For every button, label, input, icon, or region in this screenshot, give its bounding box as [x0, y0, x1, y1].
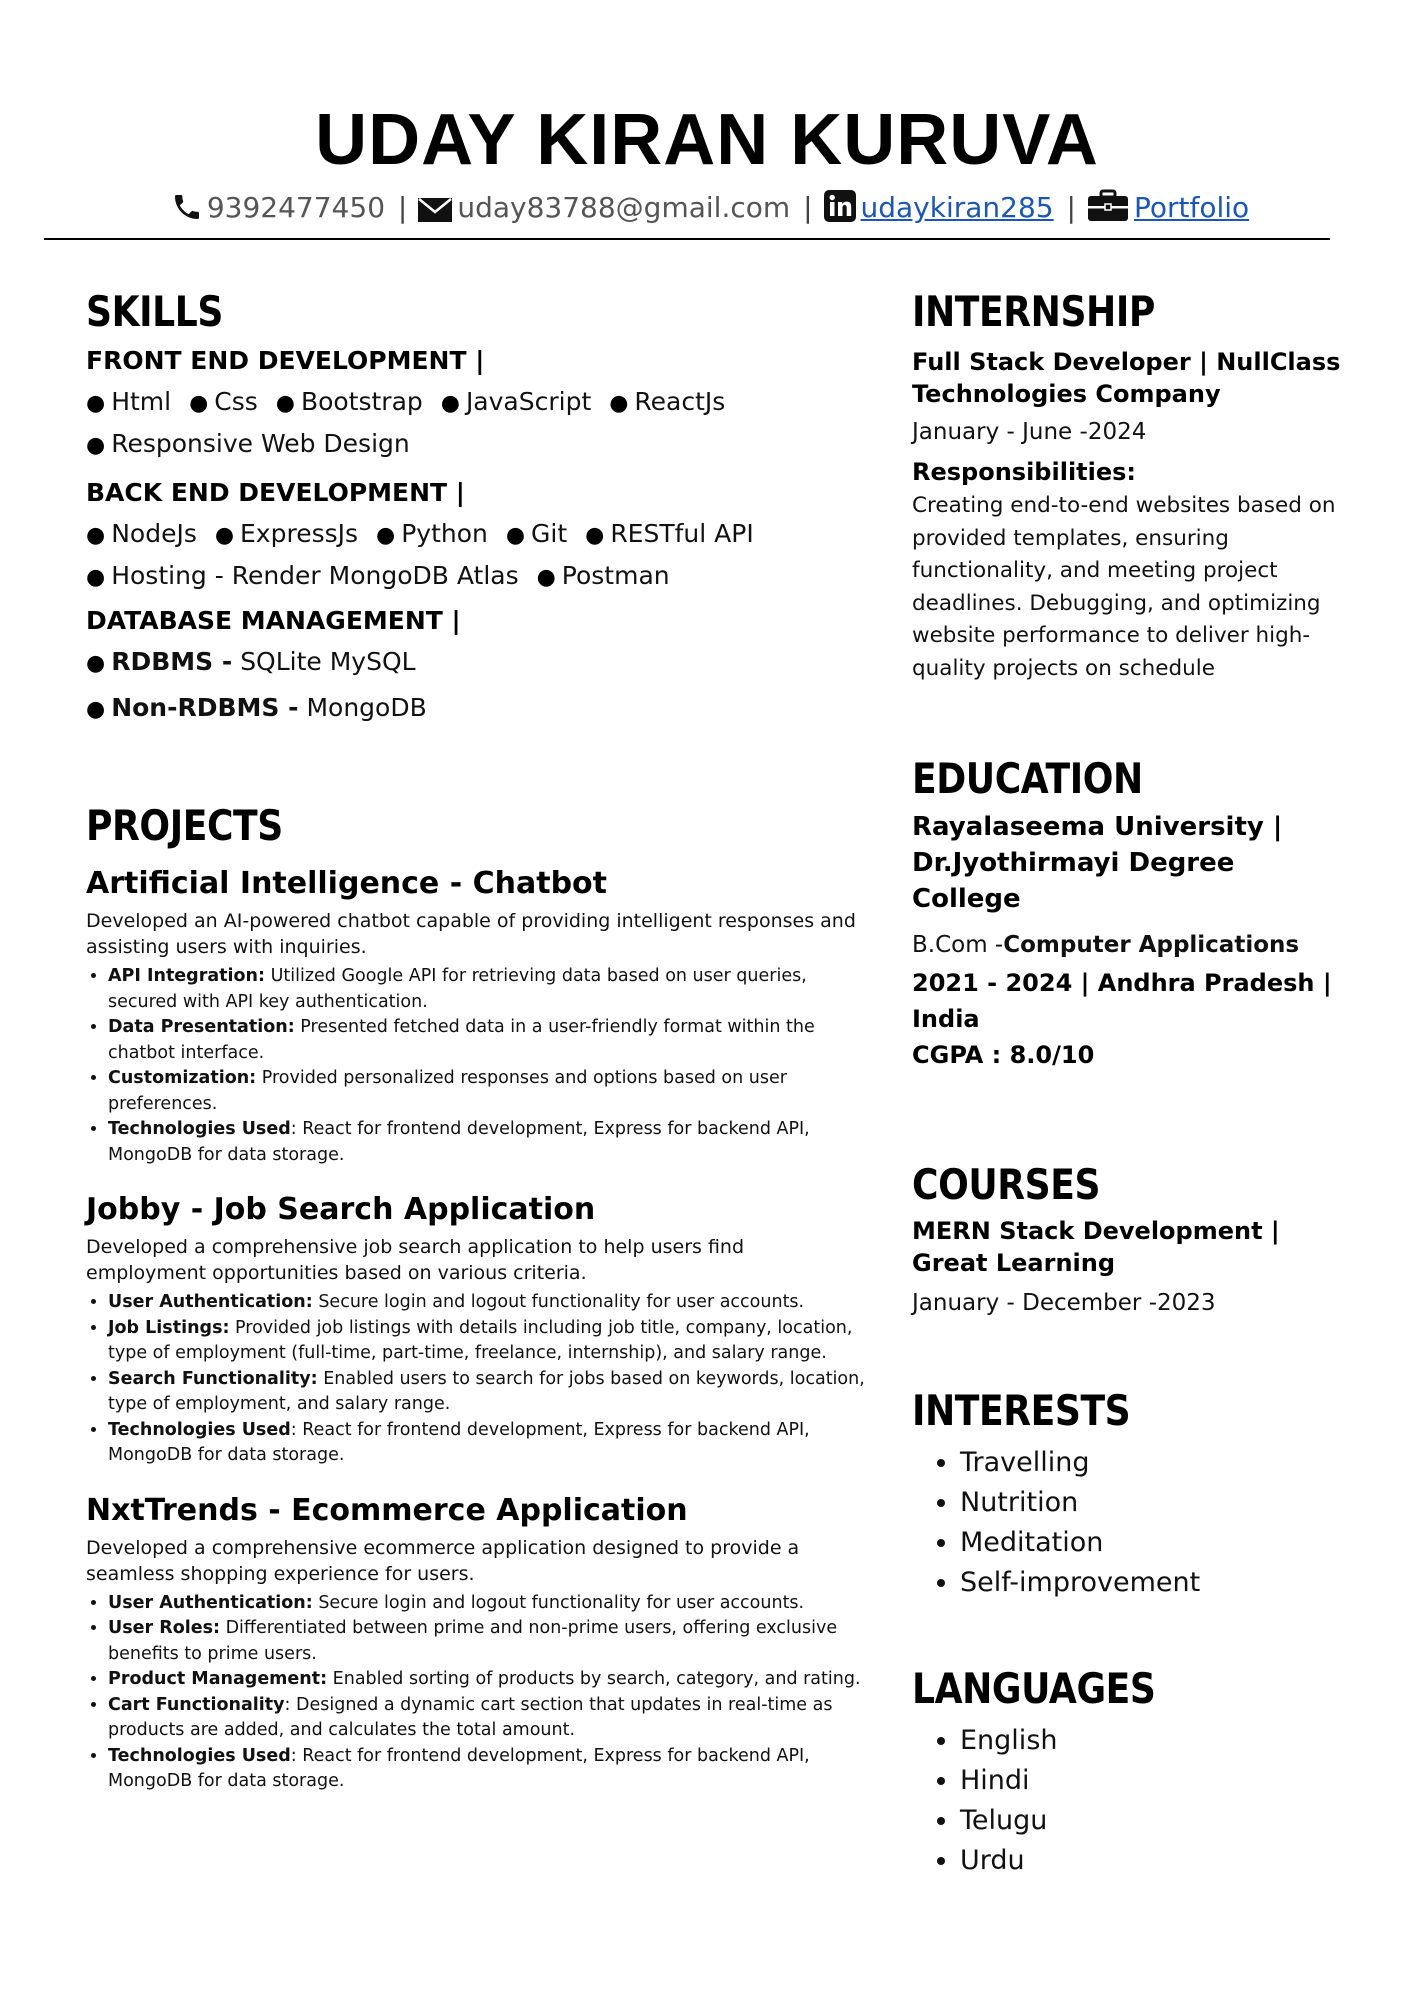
- education-cgpa: CGPA : 8.0/10: [912, 1041, 1095, 1069]
- projects-title: PROJECTS: [86, 801, 283, 850]
- list-item: • API Integration: Utilized Google API for retrieving data based on user queries, secured with API key authentication.: [108, 964, 866, 1015]
- responsibilities-heading: Responsibilities:: [912, 458, 1137, 486]
- languages-title: LANGUAGES: [912, 1664, 1156, 1713]
- project-title: NxtTrends - Ecommerce Application: [86, 1492, 688, 1528]
- education-years: 2021 - 2024 | Andhra Pradesh | India: [912, 969, 1332, 1033]
- list-item: • Data Presentation: Presented fetched data in a user-friendly format within the chatbot interface.: [108, 1015, 866, 1066]
- list-item: • Technologies Used: React for frontend development, Express for backend API, MongoDB for data storage.: [108, 1744, 866, 1795]
- mail-icon: [417, 192, 453, 236]
- list-item: • Urdu: [960, 1841, 1352, 1881]
- degree-major: Computer Applications: [1003, 932, 1300, 958]
- skill-item: ReactJs: [634, 387, 726, 416]
- project-card: [86, 864, 866, 1168]
- candidate-name: UDAY KIRAN KURUVA: [315, 100, 1099, 180]
- frontend-skills-line-2: ● Responsive Web Design: [86, 429, 410, 458]
- rdbms-label: RDBMS -: [111, 647, 233, 676]
- course-name: MERN Stack Development | Great Learning: [912, 1217, 1280, 1277]
- list-item: • Cart Functionality: Designed a dynamic cart section that updates in real-time as products are added, and calculates the total amount.: [108, 1693, 866, 1744]
- skills-title: SKILLS: [86, 287, 223, 336]
- skill-item: Hosting - Render MongoDB Atlas: [111, 561, 519, 590]
- list-item: • Meditation: [960, 1523, 1352, 1563]
- rdbms-value: SQLite MySQL: [240, 647, 416, 676]
- nonrdbms-label: Non-RDBMS -: [111, 693, 299, 722]
- project-card: [86, 1491, 866, 1795]
- project-points: [86, 1290, 866, 1469]
- skill-item: Css: [214, 387, 258, 416]
- list-item: • Self-improvement: [960, 1563, 1352, 1603]
- education-institution: Rayalaseema University | Dr.Jyothirmayi Degree College: [912, 812, 1283, 914]
- interests-title: INTERESTS: [912, 1386, 1131, 1435]
- skill-item: Postman: [561, 561, 670, 590]
- list-item: • Technologies Used: React for frontend development, Express for backend API, MongoDB for data storage.: [108, 1117, 866, 1168]
- rdbms-line: ● RDBMS - SQLite MySQL: [86, 647, 416, 676]
- list-item: • Nutrition: [960, 1483, 1352, 1523]
- skill-item: NodeJs: [111, 519, 197, 548]
- skill-item: Bootstrap: [300, 387, 423, 416]
- skill-item: Html: [111, 387, 172, 416]
- skill-item: Responsive Web Design: [111, 429, 410, 458]
- course-dates: January - December -2023: [912, 1290, 1216, 1316]
- email-address[interactable]: uday83788@gmail.com: [457, 191, 791, 224]
- education-title: EDUCATION: [912, 754, 1143, 803]
- list-item: • User Roles: Differentiated between prime and non-prime users, offering exclusive benefits to prime users.: [108, 1616, 866, 1667]
- backend-skills-line-2: ● Hosting - Render MongoDB Atlas ● Postman: [86, 561, 670, 590]
- linkedin-link[interactable]: udaykiran285: [860, 191, 1054, 224]
- separator: |: [397, 191, 408, 224]
- skill-item: ExpressJs: [240, 519, 359, 548]
- frontend-heading: FRONT END DEVELOPMENT |: [86, 346, 485, 375]
- list-item: • User Authentication: Secure login and logout functionality for user accounts.: [108, 1591, 866, 1617]
- right-column: [912, 284, 1352, 1881]
- project-title: Jobby - Job Search Application: [86, 1192, 596, 1227]
- internship-role: Full Stack Developer | NullClass Technologies Company: [912, 348, 1341, 408]
- project-description: Developed a comprehensive job search application to help users find employment opportunities based on various criteria.: [86, 1236, 745, 1284]
- phone-icon: [171, 191, 203, 236]
- project-points: [86, 1591, 866, 1795]
- internship-title: INTERNSHIP: [912, 287, 1155, 336]
- list-item: • Job Listings: Provided job listings with details including job title, company, location, type of employment (full-time, part-time, freelance, internship), and salary range.: [108, 1316, 866, 1367]
- list-item: • Travelling: [960, 1443, 1352, 1483]
- degree-prefix: B.Com -: [912, 932, 1004, 958]
- courses-title: COURSES: [912, 1160, 1101, 1209]
- list-item: • Technologies Used: React for frontend development, Express for backend API, MongoDB for data storage.: [108, 1418, 866, 1469]
- list-item: • Customization: Provided personalized responses and options based on user preferences.: [108, 1066, 866, 1117]
- project-description: Developed an AI-powered chatbot capable of providing intelligent responses and assisting users with inquiries.: [86, 910, 856, 958]
- list-item: • Telugu: [960, 1801, 1352, 1841]
- separator: |: [803, 191, 813, 224]
- nonrdbms-value: MongoDB: [306, 693, 427, 722]
- linkedin-icon: [823, 189, 857, 236]
- responsibilities-text: Creating end-to-end websites based on provided templates, ensuring functionality, and meeting project deadlines. Debugging, and optimizing website performance to deliver high-quality projects on schedule: [912, 493, 1336, 681]
- header-divider: [44, 238, 1330, 240]
- project-description: Developed a comprehensive ecommerce application designed to provide a seamless shopping experience for users.: [86, 1536, 800, 1585]
- project-title: Artificial Intelligence - Chatbot: [86, 866, 608, 901]
- phone-number[interactable]: 9392477450: [206, 191, 386, 224]
- database-heading: DATABASE MANAGEMENT |: [86, 606, 461, 635]
- skill-item: JavaScript: [465, 387, 592, 416]
- left-column: [86, 284, 866, 1795]
- separator: |: [1066, 191, 1076, 224]
- skill-item: Python: [401, 519, 488, 548]
- list-item: • English: [960, 1721, 1352, 1761]
- backend-heading: BACK END DEVELOPMENT |: [86, 478, 465, 507]
- portfolio-link[interactable]: Portfolio: [1133, 191, 1250, 224]
- list-item: • Hindi: [960, 1761, 1352, 1801]
- languages-list: [912, 1721, 1352, 1881]
- project-card: [86, 1190, 866, 1469]
- list-item: • Search Functionality: Enabled users to search for jobs based on keywords, location, type of employment, and salary range.: [108, 1367, 866, 1418]
- internship-dates: January - June -2024: [912, 419, 1147, 445]
- skill-item: Git: [531, 519, 568, 548]
- education-degree: [912, 929, 1352, 961]
- interests-list: [912, 1443, 1352, 1603]
- project-points: [86, 964, 866, 1168]
- contact-bar: [0, 186, 1414, 236]
- nonrdbms-line: ● Non-RDBMS - MongoDB: [86, 693, 427, 722]
- backend-skills-line-1: ● NodeJs ● ExpressJs ● Python ● Git ● RESTful API: [86, 519, 754, 548]
- frontend-skills-line-1: ● Html ● Css ● Bootstrap ● JavaScript ● ReactJs: [86, 387, 726, 416]
- list-item: • User Authentication: Secure login and logout functionality for user accounts.: [108, 1290, 866, 1316]
- skill-item: RESTful API: [610, 519, 754, 548]
- list-item: • Product Management: Enabled sorting of products by search, category, and rating.: [108, 1667, 866, 1693]
- briefcase-icon: [1086, 189, 1130, 236]
